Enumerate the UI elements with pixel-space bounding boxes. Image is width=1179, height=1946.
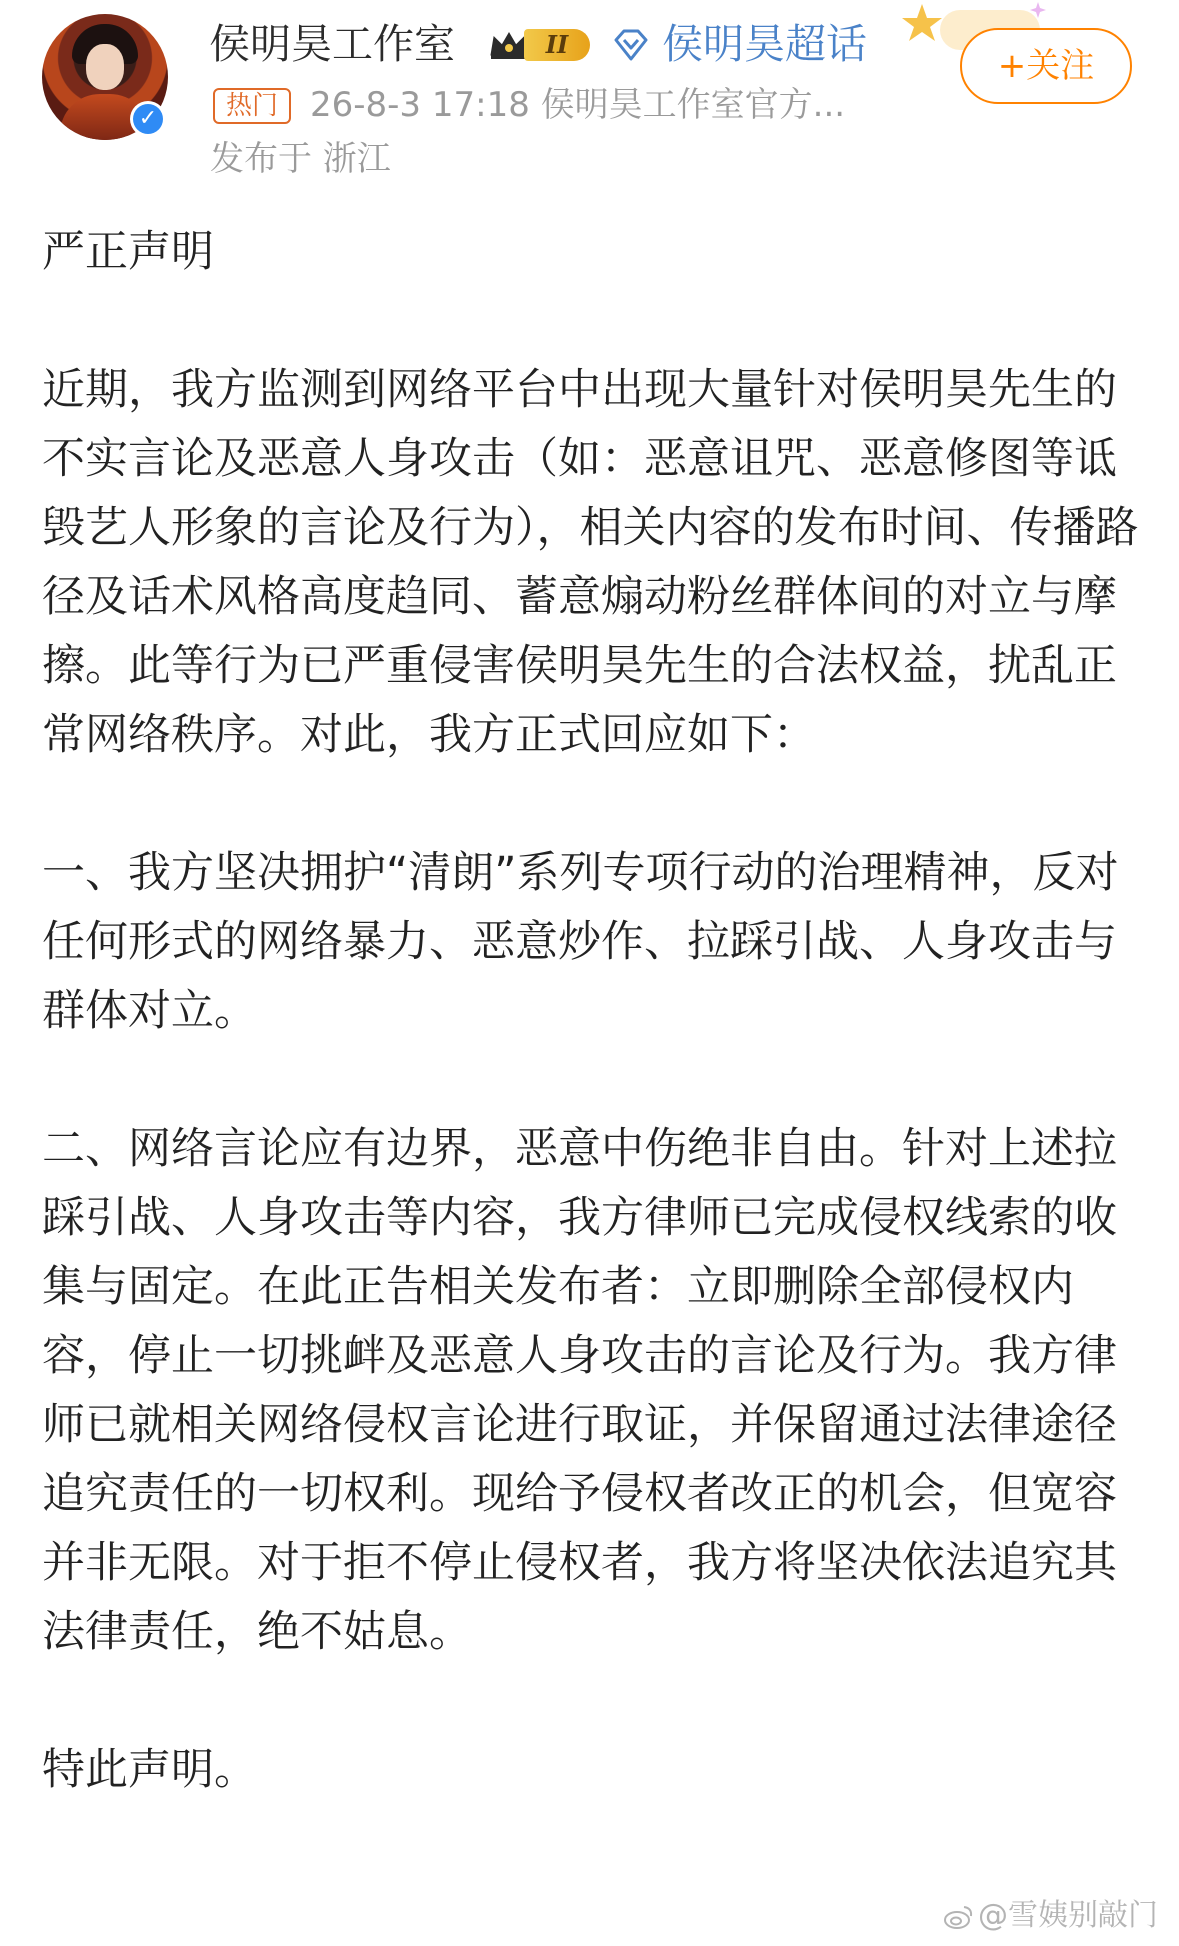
post-body	[42, 218, 1152, 1805]
supertopic-diamond-icon	[612, 28, 650, 62]
post-location: 发布于 浙江	[210, 139, 391, 179]
verified-badge-icon	[130, 101, 166, 137]
post-header	[0, 0, 1179, 180]
statement-closing: 特此声明。	[42, 1745, 257, 1795]
follow-button[interactable]: +关注	[960, 28, 1132, 104]
watermark-text: @雪姨别敲门	[978, 1898, 1158, 1933]
blank-line	[42, 770, 1152, 839]
checkmark-icon: ✓	[133, 104, 163, 134]
vip-badge[interactable]	[488, 25, 600, 65]
hot-tag: 热门	[213, 88, 291, 124]
blank-line	[42, 287, 1152, 356]
statement-paragraph-1: 近期，我方监测到网络平台中出现大量针对侯明昊先生的不实言论及恶意人身攻击（如：恶意诅咒、恶意修图等诋毁艺人形象的言论及行为），相关内容的发布时间、传播路径及话术风格高度趋同、蓄意煽动粉丝群体间的对立与摩擦。此等行为已严重侵害侯明昊先生的合法权益，扰乱正常网络秩序。对此，我方正式回应如下：	[42, 365, 1139, 760]
statement-title: 严正声明	[42, 227, 214, 277]
statement-paragraph-3: 二、网络言论应有边界，恶意中伤绝非自由。针对上述拉踩引战、人身攻击等内容，我方律师已完成侵权线索的收集与固定。在此正告相关发布者：立即删除全部侵权内容，停止一切挑衅及恶意人身攻击的言论及行为。我方律师已就相关网络侵权言论进行取证，并保留通过法律途径追究责任的一切权利。现给予侵权者改正的机会，但宽容并非无限。对于拒不停止侵权者，我方将坚决依法追究其法律责任，绝不姑息。	[42, 1124, 1117, 1657]
weibo-logo-icon	[944, 1904, 974, 1930]
author-name[interactable]: 侯明昊工作室	[209, 20, 455, 68]
watermark	[944, 1896, 1158, 1936]
supertopic-link[interactable]: 侯明昊超话	[662, 20, 867, 68]
vip-level-label: II	[524, 29, 590, 61]
post-time-source[interactable]: 26-8-3 17:18 侯明昊工作室官方...	[310, 85, 846, 125]
statement-paragraph-2: 一、我方坚决拥护“清朗”系列专项行动的治理精神，反对任何形式的网络暴力、恶意炒作、拉踩引战、人身攻击与群体对立。	[42, 848, 1119, 1036]
avatar-face	[86, 44, 124, 90]
blank-line	[42, 1667, 1152, 1736]
blank-line	[42, 1046, 1152, 1115]
